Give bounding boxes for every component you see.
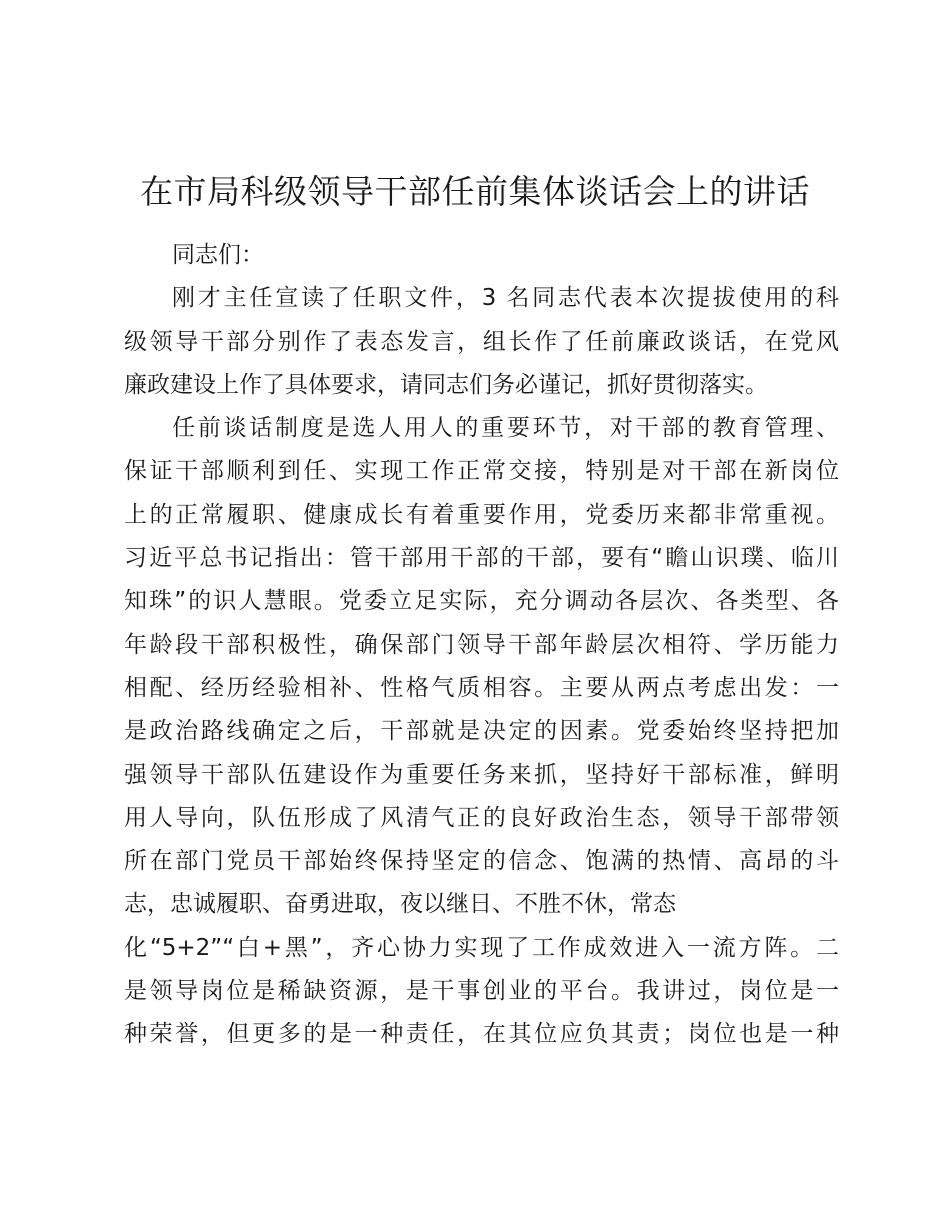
body-line: 年龄段干部积极性，确保部门领导干部年龄层次相符、学历能力: [124, 631, 839, 658]
body-line: 任前谈话制度是选人用人的重要环节，对干部的教育管理、: [172, 415, 839, 442]
body-line: 习近平总书记指出：管干部用干部的干部，要有“瞻山识璞、临川: [124, 545, 839, 572]
document-title: 在市局科级领导干部任前集体谈话会上的讲话: [140, 172, 810, 211]
body-line: 化“5+2”“白+黑”，齐心协力实现了工作成效进入一流方阵。二: [124, 934, 839, 961]
body-line: 同志们：: [172, 242, 264, 268]
body-line: 刚才主任宣读了任职文件，3 名同志代表本次提拔使用的科: [172, 285, 839, 312]
body-line: 级领导干部分别作了表态发言，组长作了任前廉政谈话，在党风: [124, 328, 839, 355]
body-line: 相配、经历经验相补、性格气质相容。主要从两点考虑出发：一: [124, 674, 839, 701]
body-line: 所在部门党员干部始终保持坚定的信念、饱满的热情、高昂的斗: [124, 848, 839, 875]
body-line: 种荣誉，但更多的是一种责任，在其位应负其责；岗位也是一种: [124, 1021, 839, 1048]
body-line: 强领导干部队伍建设作为重要任务来抓，坚持好干部标准，鲜明: [124, 761, 839, 788]
body-line: 用人导向，队伍形成了风清气正的良好政治生态，领导干部带领: [124, 804, 839, 831]
body-line: 志，忠诚履职、奋勇进取，夜以继日、不胜不休，常态: [124, 891, 676, 918]
body-line: 是政治路线确定之后，干部就是决定的因素。党委始终坚持把加: [124, 718, 839, 745]
body-line: 保证干部顺利到任、实现工作正常交接，特别是对干部在新岗位: [124, 458, 839, 485]
document-body: [124, 234, 839, 1057]
body-line: 上的正常履职、健康成长有着重要作用，党委历来都非常重视。: [124, 501, 839, 528]
body-line: 廉政建设上作了具体要求，请同志们务必谨记，抓好贯彻落实。: [124, 371, 768, 398]
body-line: 知珠”的识人慧眼。党委立足实际，充分调动各层次、各类型、各: [124, 588, 839, 615]
body-line: 是领导岗位是稀缺资源，是干事创业的平台。我讲过，岗位是一: [124, 978, 839, 1005]
